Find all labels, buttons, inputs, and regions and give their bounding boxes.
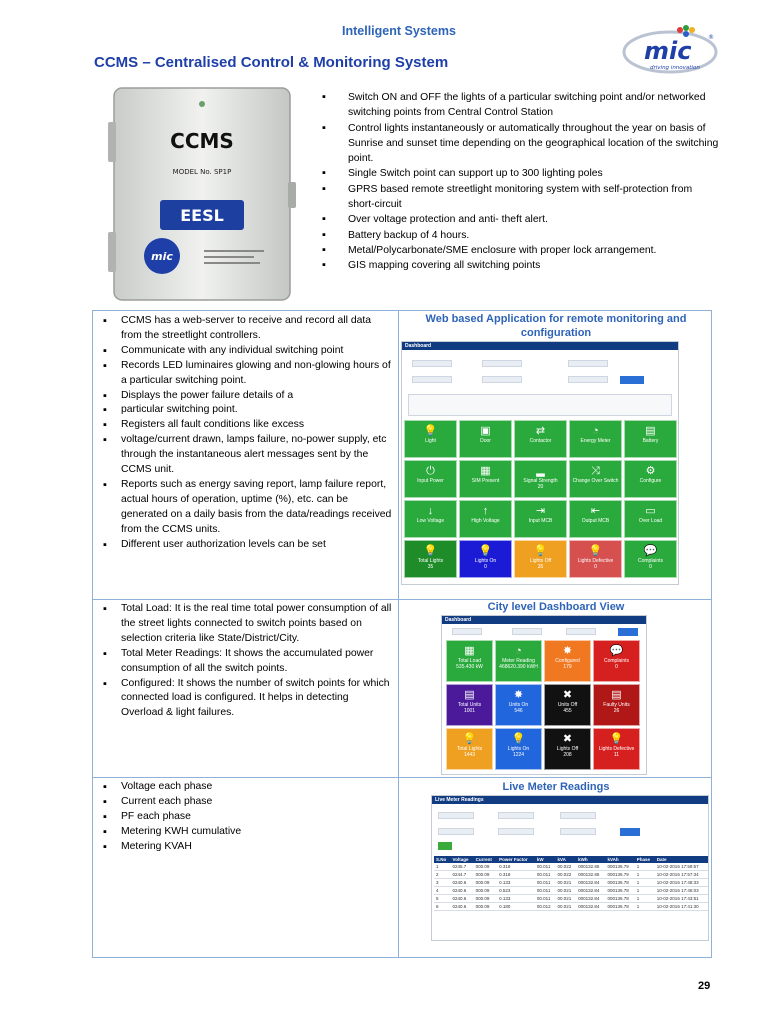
tile-label: Total Lights <box>417 558 444 564</box>
tile-icon: ✸ <box>562 645 573 657</box>
dashboard-tile[interactable] <box>544 640 591 682</box>
tile-icon: ▤ <box>645 425 656 437</box>
table-cell: 1 <box>635 895 655 903</box>
tile-label: Lights On <box>507 746 530 752</box>
list-item: ▪ Battery backup of 4 hours. <box>320 228 720 243</box>
table-cell: 0.180 <box>497 903 535 911</box>
table-row <box>434 895 708 903</box>
tile-label: Door <box>480 438 491 444</box>
table-header-cell: kVAh <box>605 856 634 863</box>
device-logo: mic <box>151 250 173 263</box>
city-dashboard-caption: City level Dashboard View <box>487 601 625 613</box>
tile-label: Configured <box>555 658 580 664</box>
page-number: 29 <box>698 980 711 992</box>
load-feature-list <box>97 602 393 721</box>
table-cell: 00.021 <box>556 895 577 903</box>
tile-icon: 💡 <box>609 733 624 745</box>
tile-icon: ✖ <box>562 733 573 745</box>
dashboard-tile[interactable] <box>404 540 457 578</box>
dashboard-tile[interactable] <box>569 460 622 498</box>
tile-icon: ✖ <box>562 689 573 701</box>
tile-value: 35 <box>427 564 434 570</box>
ccms-device-photo <box>104 82 300 304</box>
tile-icon: ⇥ <box>535 505 546 517</box>
tile-icon: 💡 <box>478 545 493 557</box>
tile-label: Energy Meter <box>580 438 611 444</box>
dashboard-tile[interactable] <box>569 420 622 458</box>
table-cell: 0240.6 <box>451 895 474 903</box>
table-cell: 0240.6 <box>451 887 474 895</box>
tile-icon: 💡 <box>533 545 548 557</box>
table-header-cell: S.No <box>434 856 451 863</box>
svg-text:®: ® <box>708 34 714 41</box>
tile-label: Complaints <box>603 658 629 664</box>
tile-label: Meter Reading <box>502 658 535 664</box>
tile-value: 1443 <box>463 752 476 758</box>
meter-feature-list <box>97 780 393 855</box>
table-cell: 10-02-2016 17:48:33 <box>655 879 708 887</box>
dashboard-tile[interactable] <box>569 540 622 578</box>
tile-value: 35 <box>537 564 544 570</box>
table-cell: 1 <box>434 863 451 871</box>
tile-label: Lights Off <box>556 746 579 752</box>
tile-icon: 💡 <box>511 733 526 745</box>
table-cell: 00.022 <box>556 863 577 871</box>
table-header-row <box>434 856 708 863</box>
table-cell: 00.021 <box>556 879 577 887</box>
go-button[interactable] <box>620 376 644 384</box>
table-cell: 000132.84 <box>576 887 605 895</box>
list-item: ▪ Current each phase <box>97 795 393 810</box>
tile-label: Lights Defective <box>577 558 614 564</box>
list-item: ▪ Displays the power failure details of a <box>97 389 393 404</box>
table-cell: 000.09 <box>474 871 498 879</box>
dashboard-tile[interactable] <box>495 684 542 726</box>
feature-list <box>320 90 720 274</box>
table-cell: 000132.84 <box>576 895 605 903</box>
tile-icon: 💡 <box>588 545 603 557</box>
list-item: ▪ Total Meter Readings: It shows the accumulated power consumption of all the switch points. <box>97 647 393 677</box>
live-meter-panel-title: Live Meter Readings <box>432 796 708 804</box>
table-cell: 000136.78 <box>605 895 634 903</box>
tile-icon: 💡 <box>462 733 477 745</box>
table-cell: 0.133 <box>497 879 535 887</box>
list-item: ▪ Registers all fault conditions like excess <box>97 418 393 433</box>
tile-icon: ▭ <box>645 505 656 517</box>
table-cell: 00.011 <box>535 895 556 903</box>
tile-icon: 💡 <box>423 425 438 437</box>
table-cell: 10-02-2016 17:46:03 <box>655 887 708 895</box>
tile-label: Low Voltage <box>416 518 445 524</box>
tile-icon: ▂ <box>536 465 545 477</box>
table-cell: 000132.84 <box>576 879 605 887</box>
dashboard-tile[interactable] <box>593 640 640 682</box>
tile-label: Faulty Units <box>603 702 630 708</box>
list-item: ▪ Voltage each phase <box>97 780 393 795</box>
tile-value: 179 <box>563 664 572 670</box>
dashboard-tile[interactable] <box>624 500 677 538</box>
dashboard-tile[interactable] <box>446 640 493 682</box>
feature-table <box>92 310 712 958</box>
tile-icon: ✸ <box>513 689 524 701</box>
device-model: MODEL No. SP1P <box>172 168 232 176</box>
table-cell: 10-02-2016 17:57:34 <box>655 871 708 879</box>
mic-logo <box>620 22 720 78</box>
tile-value: 468620.390 kWH <box>499 664 538 670</box>
table-cell: 000136.78 <box>605 887 634 895</box>
tile-label: Output MCB <box>581 518 610 524</box>
dashboard-tile[interactable] <box>446 728 493 770</box>
table-header-cell: Date <box>655 856 708 863</box>
table-row <box>434 903 708 911</box>
table-cell: 0.133 <box>497 895 535 903</box>
dashboard-tile[interactable] <box>593 728 640 770</box>
table-cell: 00.022 <box>556 871 577 879</box>
dashboard-tile[interactable] <box>514 540 567 578</box>
tile-icon: ▦ <box>480 465 491 477</box>
tile-icon: ⤨ <box>591 465 600 477</box>
tile-label: Configure <box>639 478 662 484</box>
table-cell: 1 <box>635 903 655 911</box>
table-cell: 2 <box>434 871 451 879</box>
dashboard-tile[interactable] <box>495 640 542 682</box>
list-item: ▪ PF each phase <box>97 810 393 825</box>
list-item: ▪ particular switching point. <box>97 403 393 418</box>
web-app-caption: Web based Application for remote monitoring and configuration <box>425 313 687 339</box>
table-cell: 00.011 <box>535 879 556 887</box>
list-item: ▪ CCMS has a web-server to receive and record all data from the streetlight controllers. <box>97 314 393 344</box>
live-meter-screenshot <box>431 795 709 941</box>
dashboard-tile[interactable] <box>624 540 677 578</box>
dashboard-tile[interactable] <box>624 420 677 458</box>
list-item: ▪ Metering KWH cumulative <box>97 825 393 840</box>
list-item: ▪ Total Load: It is the real time total power consumption of all the street lights connected to switch points based on selection criteria like State/District/City. <box>97 602 393 647</box>
tile-value: 1001 <box>463 708 476 714</box>
table-row <box>434 879 708 887</box>
list-item: ▪ Reports such as energy saving report, lamp failure report, actual hours of operation, uptime (%), etc. can be generated on a daily basis from the data/readings received from the CCMS units. <box>97 478 393 538</box>
tile-label: Signal Strength <box>523 478 558 484</box>
table-header-cell: kW <box>535 856 556 863</box>
list-item: ▪ Records LED luminaires glowing and non-glowing hours of a particular switching point. <box>97 359 393 389</box>
tile-icon: ⏻ <box>426 465 435 477</box>
tile-label: Contactor <box>529 438 552 444</box>
table-header-cell: Voltage <box>451 856 474 863</box>
table-cell: 10-02-2016 17:59:57 <box>655 863 708 871</box>
dashboard-tile[interactable] <box>514 420 567 458</box>
table-cell: 10-02-2016 17:41:30 <box>655 903 708 911</box>
tile-label: Units On <box>508 702 529 708</box>
tile-icon: ▤ <box>464 689 475 701</box>
tile-value: 0 <box>649 564 652 570</box>
table-row <box>434 863 708 871</box>
tile-label: Change Over Switch <box>572 478 619 484</box>
table-header-cell: Current <box>474 856 498 863</box>
table-cell: 000132.85 <box>576 863 605 871</box>
tile-value: 0 <box>484 564 487 570</box>
tile-value: 11 <box>613 752 620 758</box>
tile-icon: 💬 <box>609 645 624 657</box>
dashboard-tile[interactable] <box>459 540 512 578</box>
dashboard-tile[interactable] <box>593 684 640 726</box>
tile-value: 20 <box>537 484 544 490</box>
table-cell: 00.012 <box>535 903 556 911</box>
table-cell: 00.011 <box>535 863 556 871</box>
table-header-cell: kVA <box>556 856 577 863</box>
dashboard-tile[interactable] <box>514 460 567 498</box>
tile-icon: 💡 <box>423 545 438 557</box>
tile-label: Input Power <box>417 478 444 484</box>
table-cell: 00.021 <box>556 903 577 911</box>
list-item: ▪ Control lights instantaneously or automatically throughout the year on basis of Sunrise and sunset time depending on the geographical location of the switching point. <box>320 121 720 167</box>
tile-value: 0 <box>615 664 618 670</box>
tile-value: 26 <box>613 708 620 714</box>
device-badge: EESL <box>180 206 224 225</box>
dashboard-tile[interactable] <box>404 420 457 458</box>
table-cell: 000136.78 <box>605 879 634 887</box>
table-cell: 4 <box>434 887 451 895</box>
table-cell: 0244.7 <box>451 871 474 879</box>
table-cell: 10-02-2016 17:43:51 <box>655 895 708 903</box>
table-cell: 000136.78 <box>605 903 634 911</box>
dashboard-tile[interactable] <box>624 460 677 498</box>
tile-label: Total Lights <box>456 746 483 752</box>
list-item: ▪ Configured: It shows the number of switch points for which connected load is configured. It helps in detecting Overload & light failures. <box>97 677 393 722</box>
table-cell: 000132.84 <box>576 903 605 911</box>
live-meter-caption: Live Meter Readings <box>502 781 610 793</box>
list-item: ▪ Metal/Polycarbonate/SME enclosure with proper lock arrangement. <box>320 243 720 258</box>
city-dashboard-screenshot <box>441 615 647 775</box>
tile-icon: ▤ <box>611 689 622 701</box>
table-cell: 3 <box>434 879 451 887</box>
dashboard-tile[interactable] <box>514 500 567 538</box>
table-cell: 1 <box>635 887 655 895</box>
tile-icon: ▣ <box>480 425 491 437</box>
tile-icon: ⇄ <box>535 425 546 437</box>
tile-label: High Voltage <box>471 518 500 524</box>
table-cell: 000136.79 <box>605 871 634 879</box>
tile-label: Light <box>425 438 436 444</box>
dashboard-tile[interactable] <box>459 420 512 458</box>
tile-icon: ▦ <box>464 645 475 657</box>
list-item: ▪ Switch ON and OFF the lights of a particular switching point and/or networked switching points from Central Control Station <box>320 90 720 121</box>
table-cell: 0.318 <box>497 871 535 879</box>
dashboard-tile[interactable] <box>544 684 591 726</box>
dashboard-tile[interactable] <box>446 684 493 726</box>
dashboard-tile[interactable] <box>569 500 622 538</box>
list-item: ▪ voltage/current drawn, lamps failure, no-power supply, etc through the instantaneous alert messages sent by the CCMS unit. <box>97 433 393 478</box>
list-item: ▪ Communicate with any individual switching point <box>97 344 393 359</box>
tile-label: Lights On <box>474 558 497 564</box>
tile-icon: ⇤ <box>590 505 601 517</box>
tile-icon: 💬 <box>643 545 658 557</box>
table-row <box>434 887 708 895</box>
meter-filter-button[interactable] <box>438 842 452 850</box>
tile-value: 0 <box>594 564 597 570</box>
tile-icon: ↑ <box>482 505 489 517</box>
device-title: CCMS <box>170 129 234 153</box>
meter-readings-table <box>434 856 708 911</box>
table-cell: 000.09 <box>474 863 498 871</box>
table-cell: 000.09 <box>474 895 498 903</box>
tile-value: 208 <box>563 752 572 758</box>
table-cell: 1 <box>635 863 655 871</box>
table-cell: 000132.85 <box>576 871 605 879</box>
table-cell: 000.09 <box>474 903 498 911</box>
list-item: ▪ Single Switch point can support up to 300 lighting poles <box>320 166 720 181</box>
city-dashboard-title: Dashboard <box>442 616 646 624</box>
tile-label: Total Units <box>457 702 482 708</box>
meter-go-button[interactable] <box>620 828 640 836</box>
tile-value: 1224 <box>512 752 525 758</box>
dashboard-tile[interactable] <box>459 460 512 498</box>
city-go-button[interactable] <box>618 628 638 636</box>
tile-icon: ◔ <box>515 645 522 657</box>
table-header-cell: kWh <box>576 856 605 863</box>
tile-label: Complaints <box>637 558 663 564</box>
tile-label: Lights Defective <box>598 746 635 752</box>
table-cell: 0240.6 <box>451 903 474 911</box>
dashboard-tile[interactable] <box>544 728 591 770</box>
tile-label: Total Load <box>457 658 482 664</box>
logo-tagline: driving innovation <box>650 65 700 71</box>
tile-label: Over Load <box>638 518 663 524</box>
table-header-cell: Phase <box>635 856 655 863</box>
tile-value: 535.430 kW <box>456 664 483 670</box>
table-header-cell: Power Factor <box>497 856 535 863</box>
table-cell: 00.021 <box>556 887 577 895</box>
list-item: ▪ GPRS based remote streetlight monitoring system with self-protection from short-circuit <box>320 182 720 213</box>
dashboard-tile[interactable] <box>404 460 457 498</box>
dashboard-title: Dashboard <box>402 342 678 350</box>
table-cell: 1 <box>635 879 655 887</box>
table-cell: 0240.6 <box>451 879 474 887</box>
list-item: ▪ Over voltage protection and anti- theft alert. <box>320 212 720 227</box>
tile-label: Battery <box>642 438 659 444</box>
tile-value: 546 <box>514 708 523 714</box>
tile-label: SIM Present <box>471 478 500 484</box>
dashboard-tile[interactable] <box>495 728 542 770</box>
table-cell: 00.011 <box>535 871 556 879</box>
logo-wordmark: mic <box>644 37 692 65</box>
table-cell: 0.523 <box>497 887 535 895</box>
table-row <box>434 871 708 879</box>
table-cell: 0.318 <box>497 863 535 871</box>
table-cell: 000.09 <box>474 879 498 887</box>
dashboard-screenshot <box>401 341 679 585</box>
table-cell: 5 <box>434 895 451 903</box>
tile-label: Units Off <box>557 702 578 708</box>
table-cell: 0245.7 <box>451 863 474 871</box>
list-item: ▪ GIS mapping covering all switching points <box>320 258 720 273</box>
tile-icon: ⚙ <box>645 465 656 477</box>
tile-label: Lights Off <box>529 558 552 564</box>
list-item: ▪ Metering KVAH <box>97 840 393 855</box>
dashboard-tile[interactable] <box>459 500 512 538</box>
table-cell: 1 <box>635 871 655 879</box>
table-cell: 000.09 <box>474 887 498 895</box>
list-item: ▪ Different user authorization levels can be set <box>97 538 393 553</box>
tile-label: Input MCB <box>528 518 553 524</box>
tile-icon: ↓ <box>427 505 434 517</box>
web-server-feature-list <box>97 314 393 553</box>
page-title: CCMS – Centralised Control & Monitoring System <box>94 54 449 71</box>
table-cell: 00.011 <box>535 887 556 895</box>
table-cell: 6 <box>434 903 451 911</box>
table-cell: 000136.79 <box>605 863 634 871</box>
tile-icon: ◔ <box>592 425 599 437</box>
tile-value: 455 <box>563 708 572 714</box>
dashboard-tile[interactable] <box>404 500 457 538</box>
company-title: Intelligent Systems <box>342 24 456 38</box>
